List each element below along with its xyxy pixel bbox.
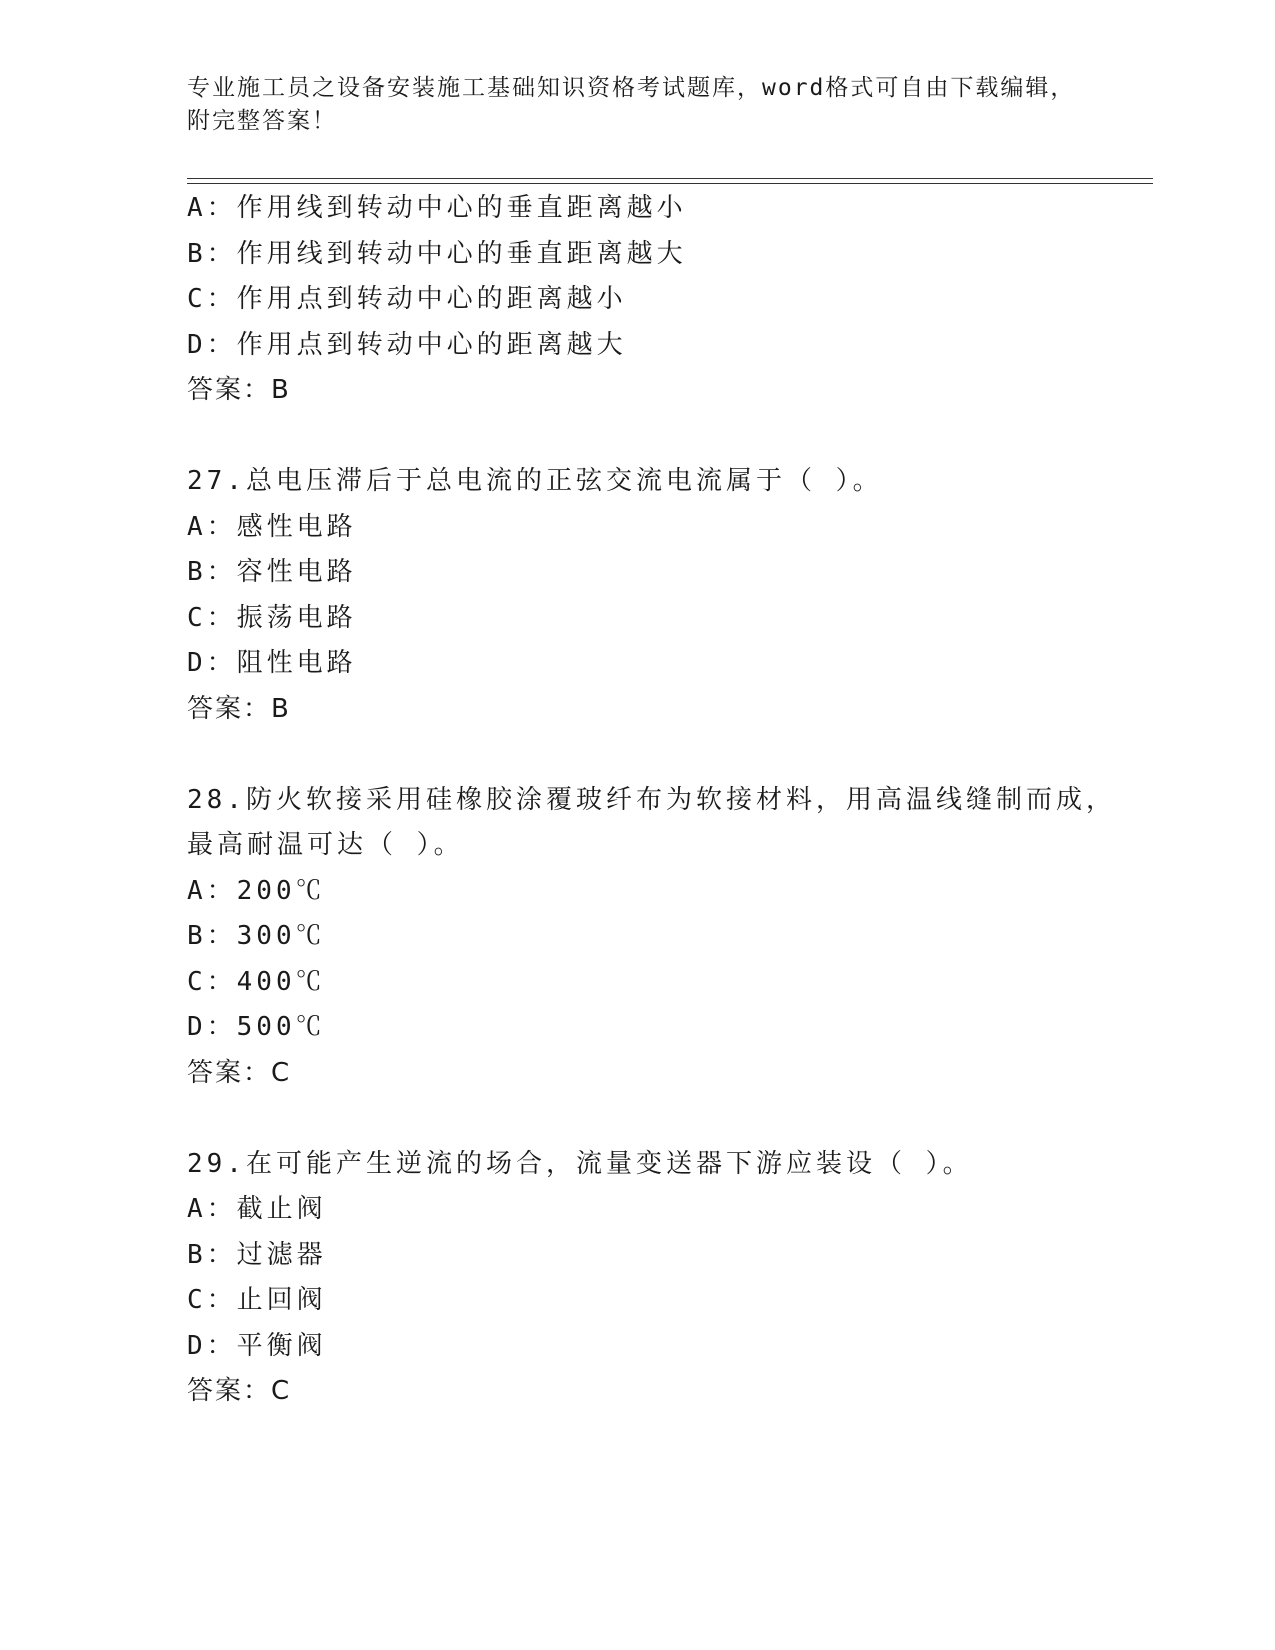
spacer [187,414,1157,460]
answer-line: 答案：C [187,1376,292,1406]
question-stem: 27.总电压滞后于总电流的正弦交流电流属于（ ）。 [187,466,883,496]
option-d: D：500℃ [187,1012,326,1042]
header-divider-bottom [187,183,1153,184]
option-b: B：300℃ [187,921,326,951]
question-stem: 29.在可能产生逆流的场合，流量变送器下游应装设（ ）。 [187,1148,973,1179]
header-divider-top [187,178,1153,179]
question-stem-line-1: 28.防火软接采用硅橡胶涂覆玻纤布为软接材料，用高温线缝制而成， [187,784,1116,815]
option-a: A：作用线到转动中心的垂直距离越小 [187,193,687,223]
question-29 [187,1142,1157,1415]
option-a: A：截止阀 [187,1194,327,1224]
option-c: C：400℃ [187,966,326,997]
document-header [187,72,1087,138]
option-d: D：平衡阀 [187,1330,327,1361]
option-c: C：止回阀 [187,1285,327,1315]
answer-line: 答案：B [187,693,291,724]
option-d: D：阻性电路 [187,648,357,678]
option-a: A：200℃ [187,875,326,906]
option-b: B：作用线到转动中心的垂直距离越大 [187,238,687,269]
question-list [187,186,1157,1415]
option-b: B：过滤器 [187,1239,327,1270]
question-27 [187,459,1157,732]
option-d: D：作用点到转动中心的距离越大 [187,329,627,360]
option-a: A：感性电路 [187,511,357,542]
answer-line: 答案：C [187,1057,292,1088]
question-stem-line-2: 最高耐温可达（ ）。 [187,830,464,860]
option-c: C：振荡电路 [187,602,357,633]
spacer [187,1096,1157,1142]
question-26 [187,186,1157,414]
header-title-line-2: 附完整答案！ [187,108,337,134]
option-c: C：作用点到转动中心的距离越小 [187,284,627,314]
spacer [187,732,1157,778]
option-b: B：容性电路 [187,557,357,587]
answer-line: 答案：B [187,375,291,405]
question-28 [187,778,1157,1097]
header-title-line-1: 专业施工员之设备安装施工基础知识资格考试题库，word格式可自由下载编辑， [187,75,1076,101]
